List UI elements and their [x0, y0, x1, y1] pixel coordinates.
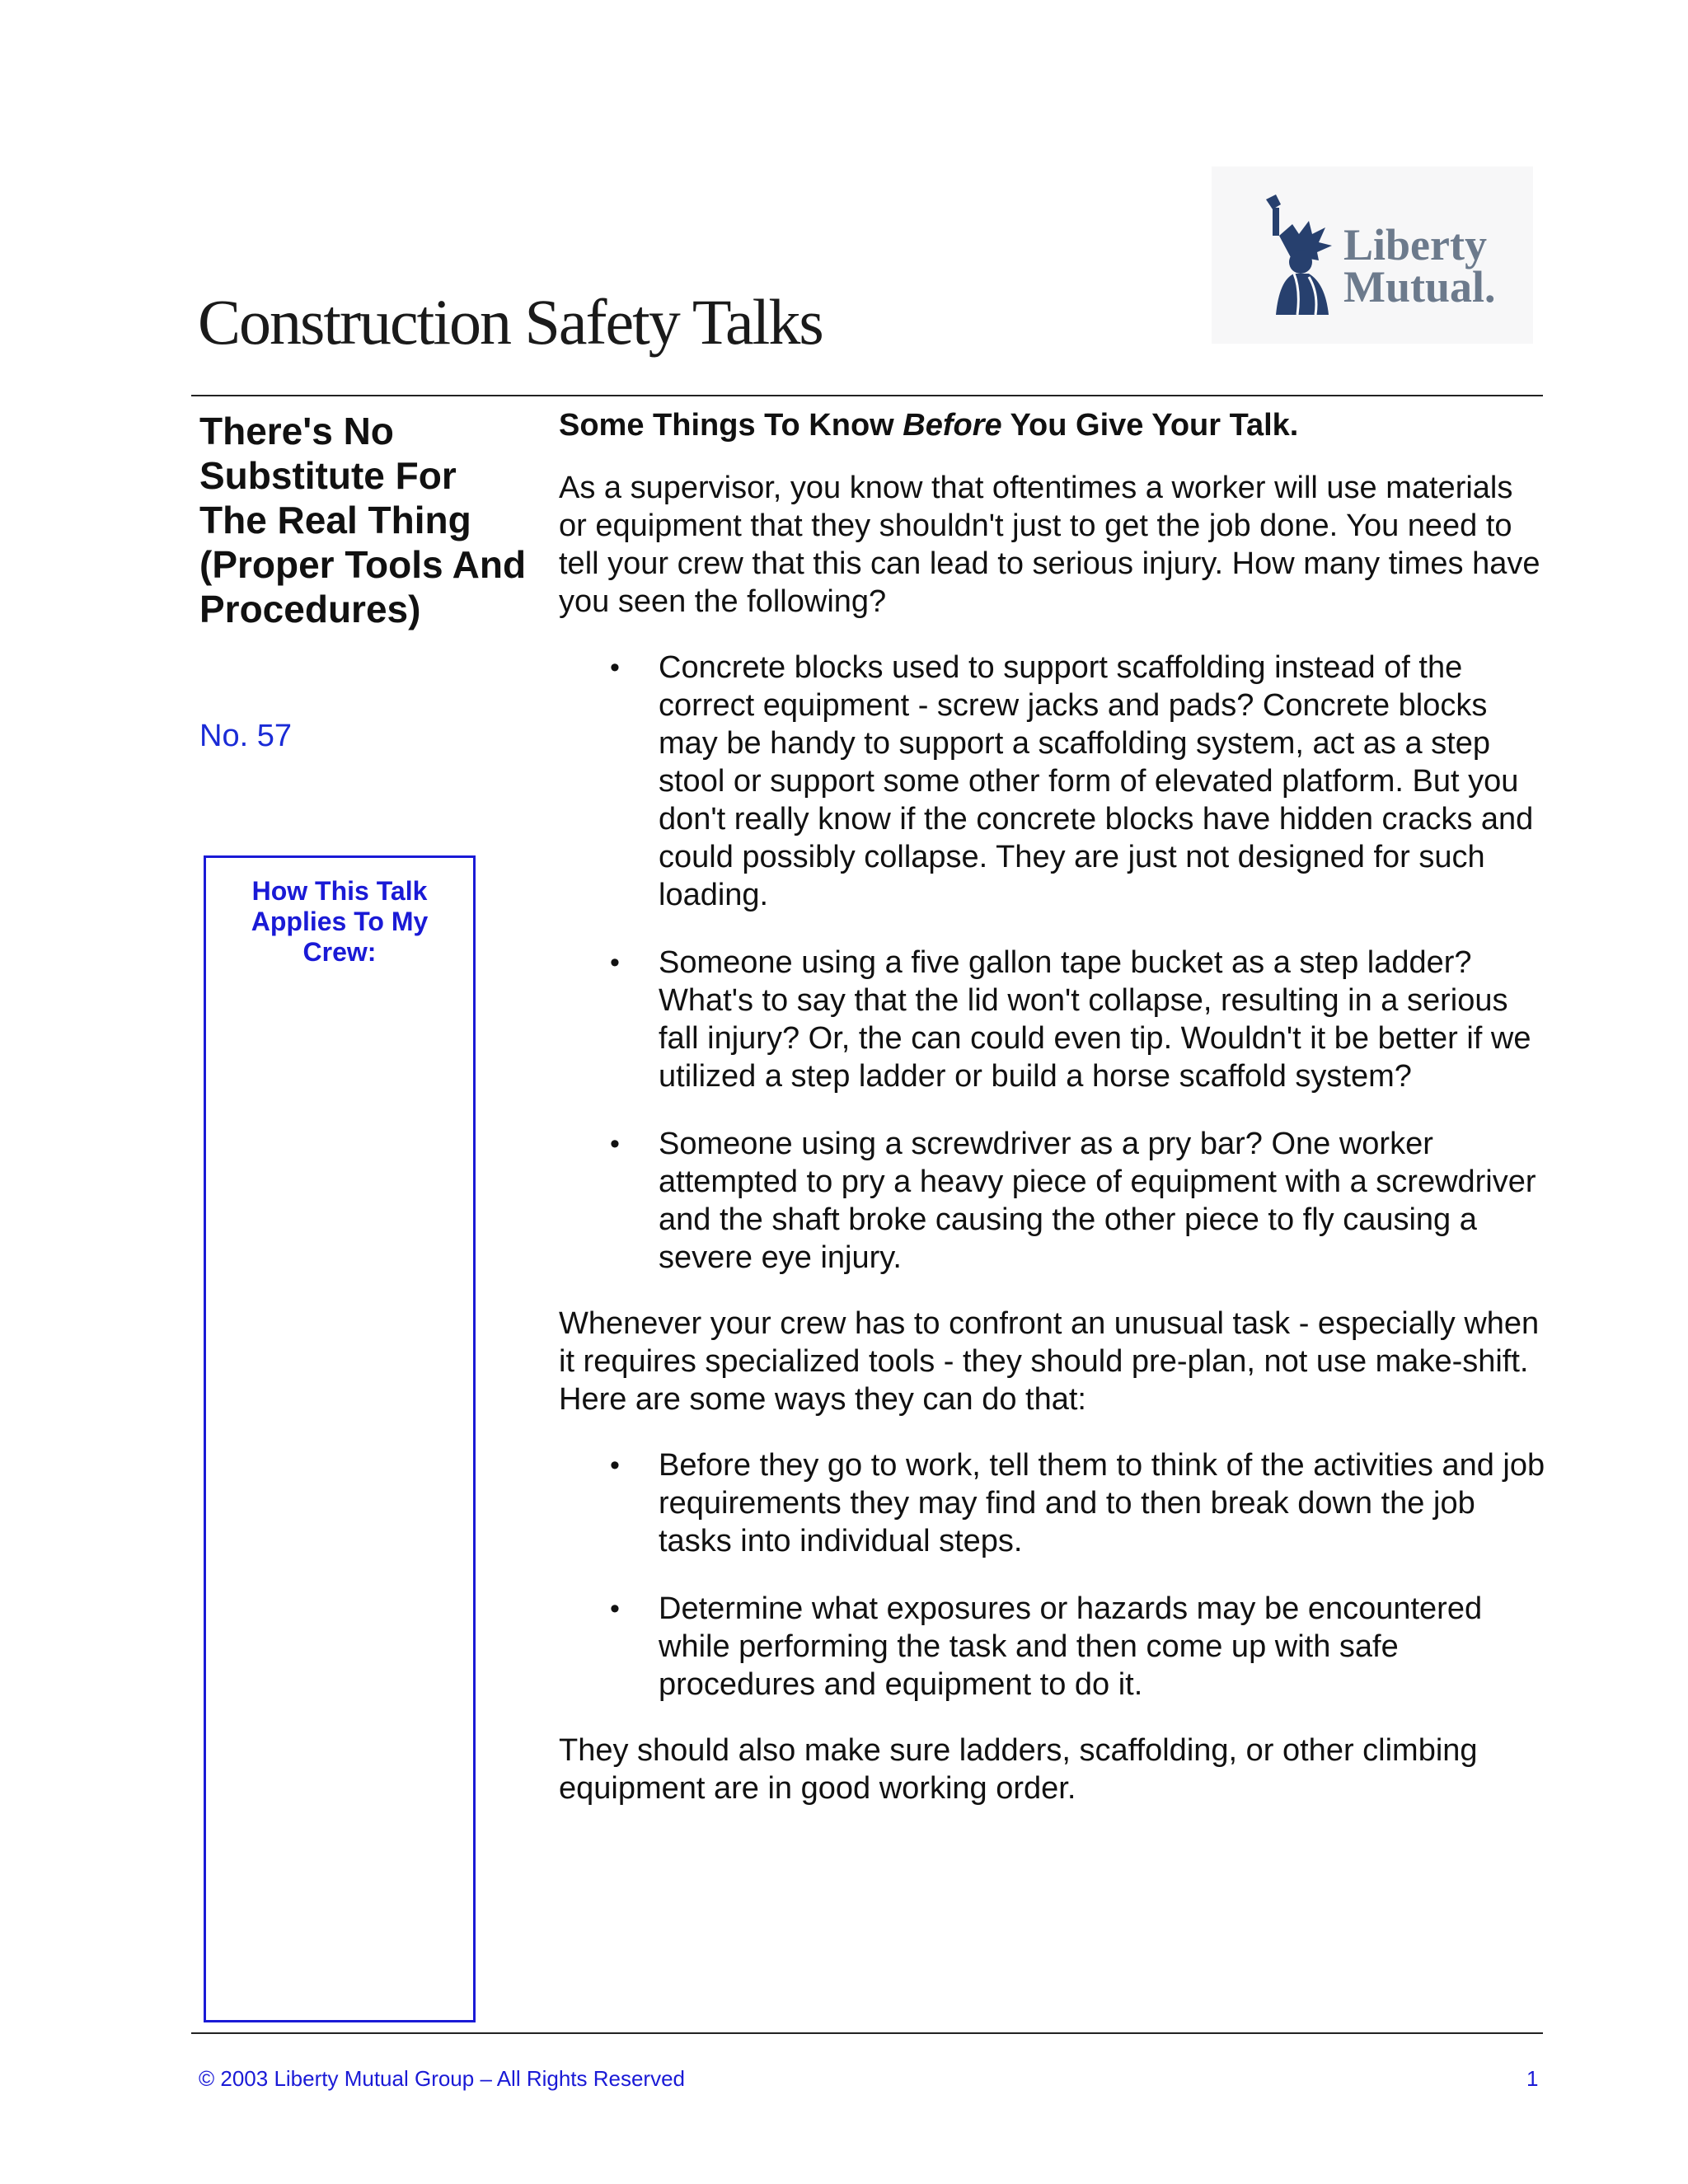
heading-emphasis: Before — [903, 408, 1002, 443]
list-item-text: Determine what exposures or hazards may be encountered while performing the task and then come up with safe procedures and equipment to do it. — [659, 1591, 1483, 1702]
liberty-mutual-logo — [1212, 166, 1533, 344]
list-item — [559, 1125, 1548, 1277]
talk-title: There's No Substitute For The Real Thing (Proper Tools And Procedures) — [199, 410, 527, 630]
page-number: 1 — [1526, 2066, 1539, 2091]
list-item-text: Someone using a screwdriver as a pry bar? One worker attempted to pry a heavy piece of equipment with a screwdriver and the shaft broke causing the other piece to fly causing a severe eye injury. — [659, 1127, 1536, 1275]
logo-wordmark-line2: Mutual. — [1343, 262, 1496, 312]
bullet-icon: • — [610, 947, 620, 978]
list-item-text: Concrete blocks used to support scaffolding instead of the correct equipment - screw jacks and pads? Concrete blocks may be handy to support a scaffolding system, act as a step stool or support some other form of elevated platform. But you don't really know if the concrete blocks have hidden cracks and could possibly collapse. They are just not designed for such loading. — [659, 650, 1534, 912]
list-item-text: Before they go to work, tell them to think of the activities and job requirements they may find and to then break down the job tasks into individual steps. — [659, 1448, 1545, 1558]
talk-body — [559, 406, 1548, 1835]
list-item — [559, 649, 1548, 914]
heading-part2: You Give Your Talk. — [1001, 408, 1299, 443]
list-item-text: Someone using a five gallon tape bucket as a step ladder? What's to say that the lid won't collapse, resulting in a serious fall injury? Or, the can could even tip. Wouldn't it be better if we utilized a step ladder or build a horse scaffold system? — [659, 945, 1531, 1094]
talk-number: No. 57 — [199, 719, 292, 753]
list-item — [559, 1446, 1548, 1560]
heading-part1: Some Things To Know — [559, 408, 903, 443]
header-divider — [191, 395, 1543, 396]
list-item — [559, 944, 1548, 1095]
closing-paragraph: They should also make sure ladders, scaffolding, or other climbing equipment are in good working order. — [559, 1733, 1478, 1806]
crew-notes-box[interactable] — [204, 855, 476, 2022]
examples-list — [559, 649, 1548, 1277]
statue-of-liberty-icon — [1243, 191, 1342, 323]
middle-paragraph: Whenever your crew has to confront an unusual task - especially when it requires specialized tools - they should pre-plan, not use make-shift. Here are some ways they can do that: — [559, 1306, 1540, 1417]
intro-paragraph: As a supervisor, you know that oftentimes a worker will use materials or equipment that they shouldn't just to get the job done. You need to tell your crew that this can lead to serious injury. How many times have you seen the following? — [559, 471, 1540, 619]
document-title: Construction Safety Talks — [198, 286, 823, 358]
bullet-icon: • — [610, 652, 620, 683]
logo-wordmark — [1343, 220, 1496, 312]
crew-notes-label: How This Talk Applies To My Crew: — [251, 876, 429, 967]
footer-divider — [191, 2032, 1543, 2034]
list-item — [559, 1590, 1548, 1704]
section-heading — [559, 406, 1548, 444]
bullet-icon: • — [610, 1450, 620, 1481]
bullet-icon: • — [610, 1128, 620, 1160]
logo-wordmark-line1: Liberty — [1343, 220, 1487, 269]
preplan-list — [559, 1446, 1548, 1704]
copyright-notice: © 2003 Liberty Mutual Group – All Rights Reserved — [199, 2066, 686, 2091]
bullet-icon: • — [610, 1593, 620, 1624]
